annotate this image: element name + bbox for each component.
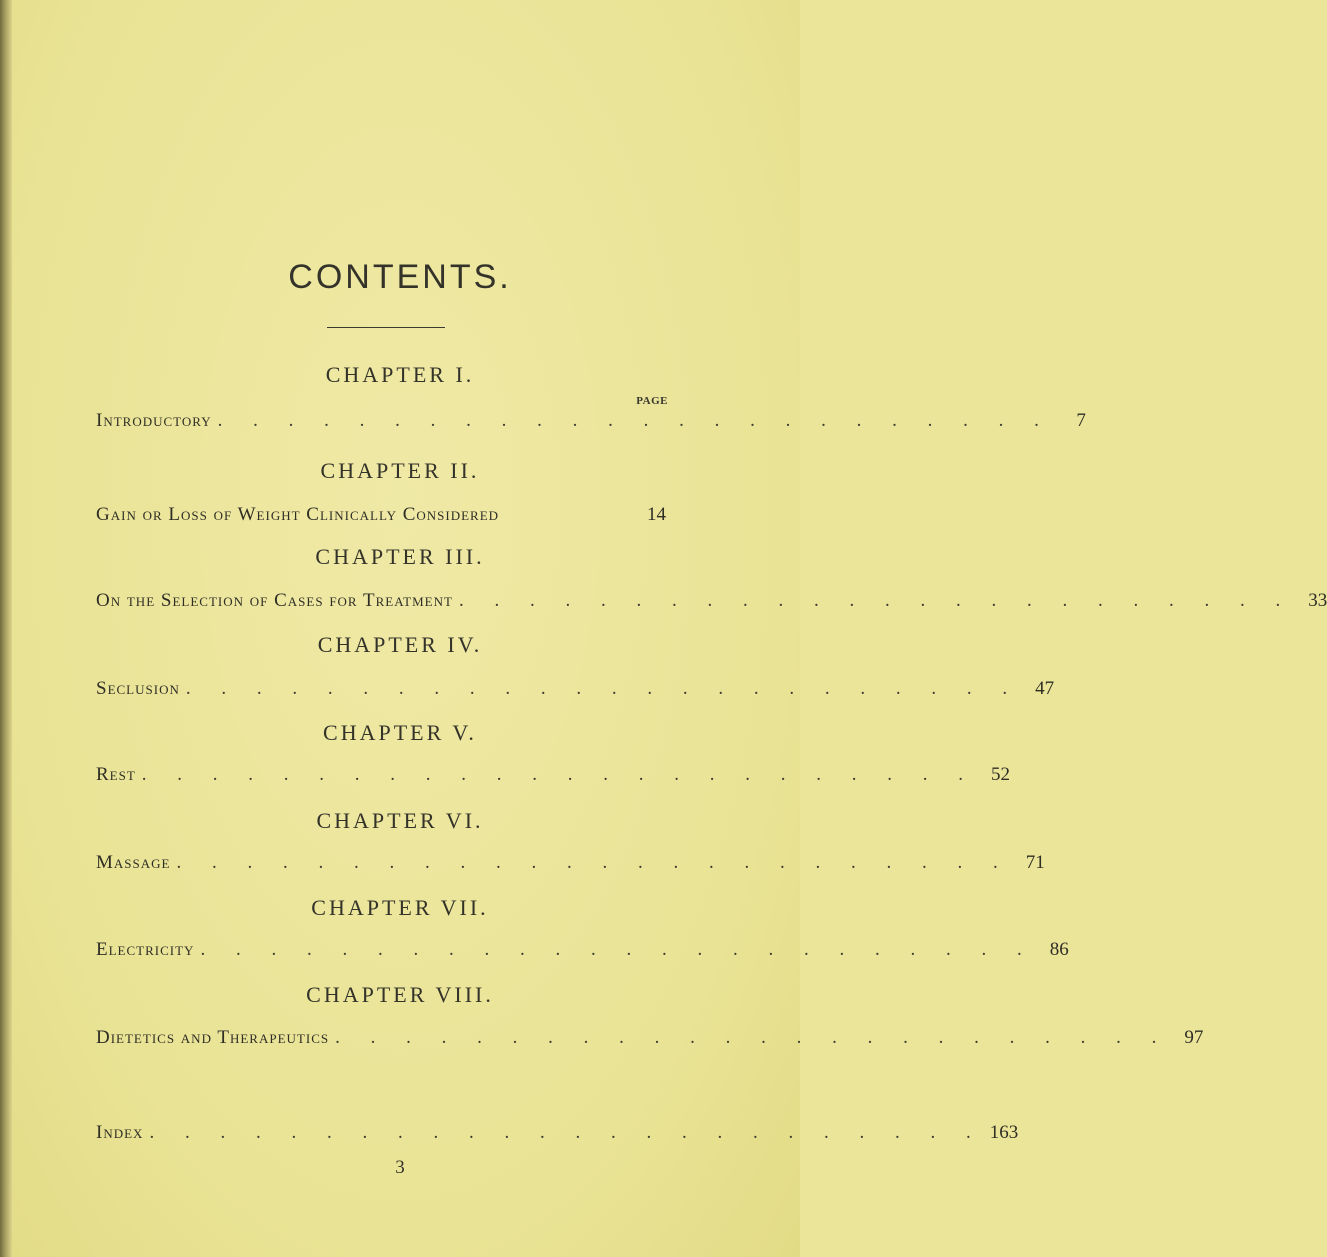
entry-title: Introductory [96,410,212,431]
contents-heading: CONTENTS. [288,258,512,296]
heading-rule [327,327,445,328]
page-column-label: PAGE [636,395,668,407]
entry-title: Index [96,1122,144,1143]
entry-title: Rest [96,764,136,785]
chapter-heading: CHAPTER VI. [316,808,484,833]
entry-title: Massage [96,852,171,873]
chapter-heading: CHAPTER VII. [311,895,489,920]
chapter-heading: CHAPTER IV. [317,632,483,657]
chapter-heading: CHAPTER V. [323,720,477,745]
entry-page-number: 97 [1184,1027,1204,1048]
toc-entry[interactable] [96,939,1069,963]
dot-leader: . . . . . . . . . . . . . . . . . . . . . . . . [200,939,1035,960]
entry-title: Dietetics and Therapeutics [96,1027,330,1048]
toc-entry[interactable] [96,504,666,528]
entry-page-number: 71 [1025,852,1045,873]
dot-leader: . . . . . . . . . . . . . . . . . . . . . . . . [217,410,1052,431]
chapter-heading: CHAPTER I. [325,362,475,387]
entry-page-number: 52 [991,764,1011,785]
chapter-heading: CHAPTER II. [320,458,480,483]
entry-page-number: 33 [1308,590,1327,611]
page-folio: 3 [395,1157,405,1178]
entry-page-number: 86 [1049,939,1069,960]
toc-entry[interactable] [96,410,1086,434]
entry-title: Electricity [96,939,195,960]
entry-page-number: 14 [647,504,666,525]
entry-page-number: 7 [1076,410,1086,431]
toc-entry[interactable] [96,678,1055,702]
entry-page-number: 163 [989,1122,1019,1143]
dot-leader: . . . . . . . . . . . . . . . . . . . . . . . . [141,764,977,785]
toc-entry[interactable] [96,1027,1204,1051]
entry-title: On the Selection of Cases for Treatment [96,590,453,611]
page-spine-shadow [0,0,12,1257]
dot-leader: . . . . . . . . . . . . . . . . . . . . . . . . [176,852,1011,873]
dot-leader: . . . . . . . . . . . . . . . . . . . . . . . . [185,678,1021,699]
toc-entry-index[interactable] [96,1122,1019,1146]
entry-page-number: 47 [1035,678,1055,699]
dot-leader: . . . . . . . . . . . . . . . . . . . . . . . . [149,1122,984,1143]
chapter-heading: CHAPTER III. [315,544,485,569]
chapter-heading: CHAPTER VIII. [306,982,494,1007]
toc-entry[interactable] [96,590,1327,614]
entry-title: Gain or Loss of Weight Clinically Considered [96,504,500,525]
toc-entry[interactable] [96,852,1045,876]
dot-leader: . . . . . . . . . . . . . . . . . . . . . . . . [458,590,1294,611]
entry-title: Seclusion [96,678,180,699]
toc-entry[interactable] [96,764,1011,788]
dot-leader: . . . . . . . . . . . . . . . . . . . . . . . . [335,1027,1170,1048]
